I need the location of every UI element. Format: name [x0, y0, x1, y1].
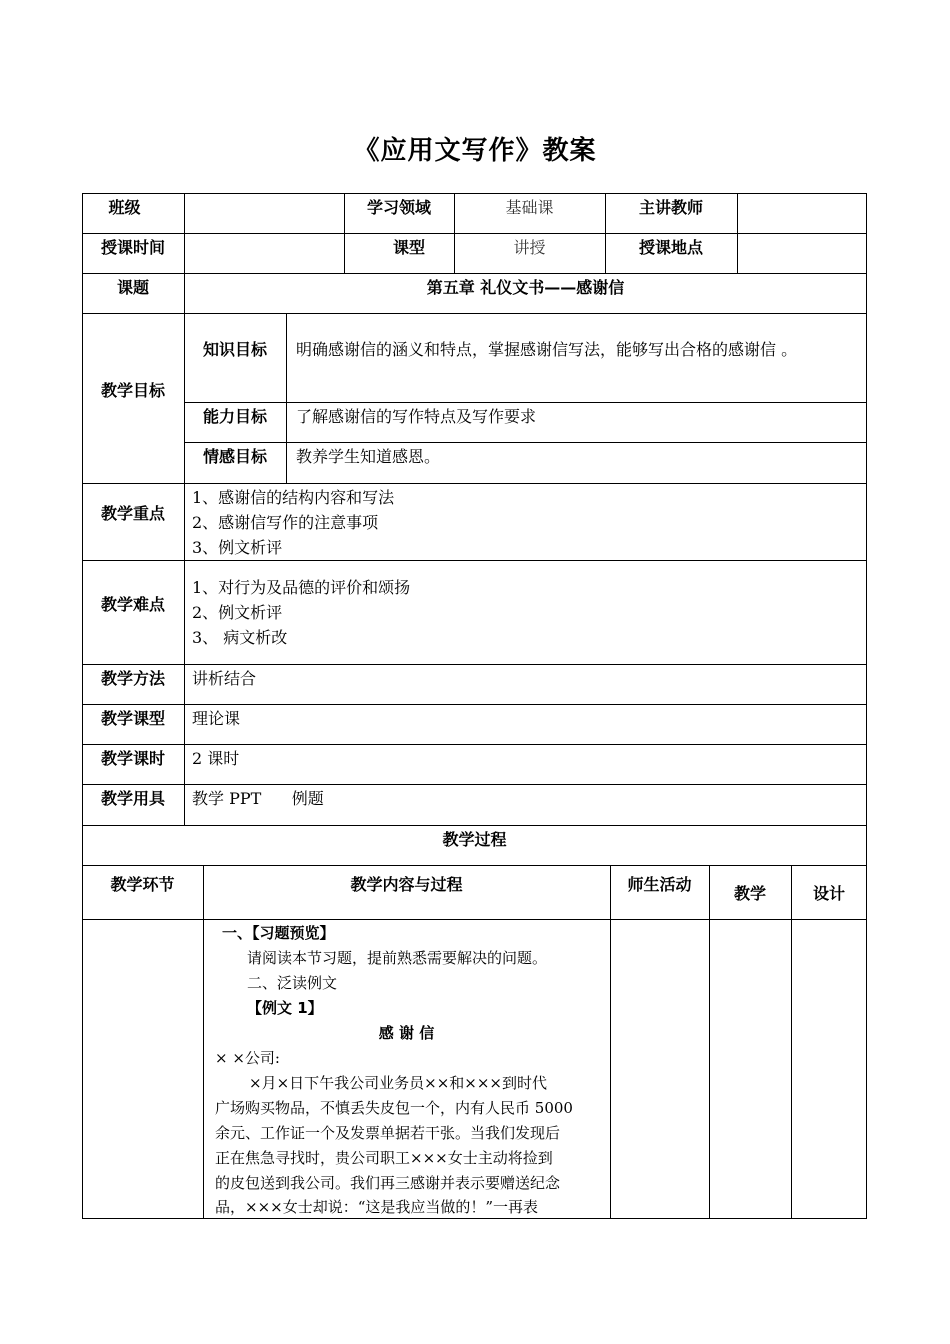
type-value: 讲授: [513, 238, 546, 257]
ability-value: 了解感谢信的写作特点及写作要求: [296, 407, 537, 426]
key-point-item: 3、例文析评: [192, 538, 283, 557]
ability-label: 能力目标: [202, 407, 267, 426]
field-value: 基础课: [505, 198, 554, 217]
letter-body-line: ×月×日下午我公司业务员××和×××到时代: [249, 1074, 547, 1092]
knowledge-label: 知识目标: [202, 340, 267, 359]
page-title: 《应用文写作》教案: [353, 136, 597, 166]
difficulty-item: 2、例文析评: [192, 603, 283, 622]
letter-salutation: × ×公司:: [215, 1049, 280, 1067]
lesson-type-label: 教学课型: [100, 709, 165, 728]
difficulties-label: 教学难点: [100, 595, 165, 614]
key-point-item: 1、感谢信的结构内容和写法: [192, 488, 395, 507]
emotion-value: 教养学生知道感恩。: [296, 447, 441, 466]
lesson-plan-table: [82, 193, 867, 1219]
key-points-label: 教学重点: [100, 504, 165, 523]
knowledge-value: 明确感谢信的涵义和特点，掌握感谢信写法，能够写出合格的感谢信 。: [296, 340, 798, 359]
hours-label: 教学课时: [100, 749, 165, 768]
section-preview-text: 请阅读本节习题，提前熟悉需要解决的问题。: [247, 949, 548, 967]
topic-value: 第五章 礼仪文书——感谢信: [426, 278, 625, 297]
hours-value: 2 课时: [192, 749, 240, 768]
col-design-header: 设计: [812, 884, 845, 903]
letter-body-line: 的皮包送到我公司。我们再三感谢并表示要赠送纪念: [215, 1174, 561, 1192]
letter-body-line: 品，×××女士却说：“这是我应当做的！”一再表: [215, 1198, 539, 1216]
difficulty-item: 1、对行为及品德的评价和颂扬: [192, 578, 411, 597]
lesson-type-value: 理论课: [192, 709, 241, 728]
tools-value: 教学 PPT 例题: [192, 789, 324, 808]
example-label: 【例文 1】: [247, 999, 323, 1017]
key-point-item: 2、感谢信写作的注意事项: [192, 513, 379, 532]
section-reading-heading: 二、泛读例文: [247, 974, 338, 992]
method-label: 教学方法: [100, 669, 165, 688]
time-label: 授课时间: [100, 238, 165, 257]
teacher-label: 主讲教师: [638, 198, 703, 217]
field-label: 学习领域: [366, 198, 431, 217]
objectives-label: 教学目标: [100, 381, 165, 400]
letter-body-line: 余元、工作证一个及发票单据若干张。当我们发现后: [215, 1124, 561, 1142]
col-teach-header: 教学: [733, 884, 766, 903]
class-label: 班级: [108, 198, 141, 217]
difficulty-item: 3、 病文析改: [192, 628, 288, 647]
col-content-header: 教学内容与过程: [350, 875, 463, 894]
process-title: 教学过程: [442, 830, 507, 849]
tools-label: 教学用具: [100, 789, 165, 808]
topic-label: 课题: [116, 278, 149, 297]
type-label: 课型: [392, 238, 425, 257]
col-activity-header: 师生活动: [627, 875, 692, 894]
method-value: 讲析结合: [192, 669, 257, 688]
letter-body-line: 正在焦急寻找时，贵公司职工×××女士主动将捡到: [215, 1149, 553, 1167]
section-preview-heading: 一、【习题预览】: [222, 924, 335, 942]
place-label: 授课地点: [638, 238, 703, 257]
emotion-label: 情感目标: [202, 447, 267, 466]
col-stage-header: 教学环节: [110, 875, 175, 894]
letter-title: 感 谢 信: [378, 1024, 435, 1042]
letter-body-line: 广场购买物品，不慎丢失皮包一个，内有人民币 5000: [215, 1099, 573, 1117]
